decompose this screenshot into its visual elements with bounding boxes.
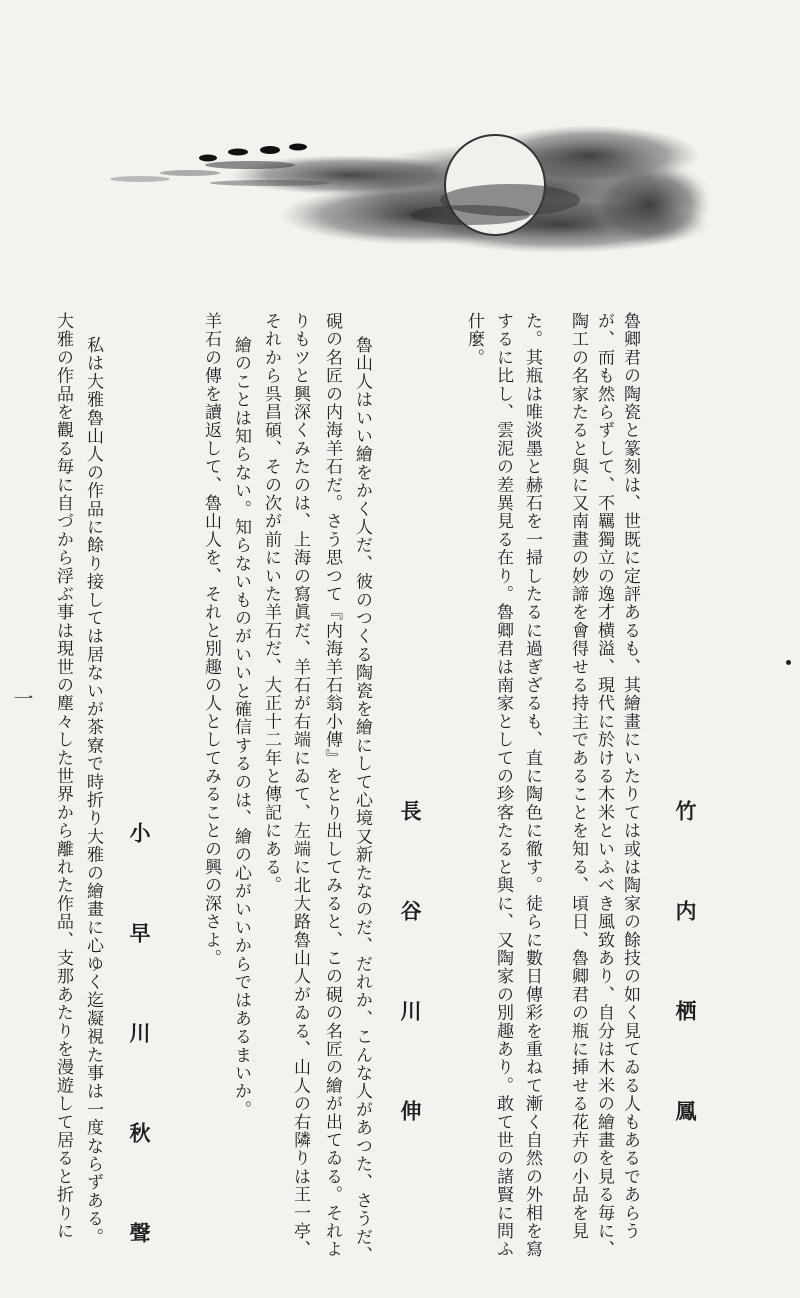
text-column: が、而も然らずして、不羈獨立の逸才横溢、現代に於ける木米といふべき風致あり、自分は木米の繪畫を見る毎に、 [594,312,614,1259]
text-column: 硯の名匠の内海羊石だ。さう思つて『内海羊石翁小傳』をとり出してみると、この硯の名匠の繪が出てゐる。それよ [322,312,342,1259]
text-column: 繪のことは知らない。知らないものがいいと確信するのは、繪の心がいいからではあるまいか。 [231,336,251,1119]
moon-clouds-ink-painting [90,95,710,265]
text-column: 羊石の傳を讀返して、魯山人を、それと別趣の人としてみることの興の深さよ。 [201,312,221,968]
ink-speck [786,660,791,665]
text-column: 什麼。 [464,312,484,367]
text-column: 大雅の作品を觀る毎に自づから浮ぶ事は現世の塵々した世界から離れた作品、支那あたりを漫遊して居ると折りに [53,312,73,1241]
author-name: 竹 内 栖 鳳 [673,800,698,1148]
text-column: それから呉昌碩、その次が前にいた羊石だ、大正十二年と傳記にある。 [261,312,281,895]
text-column: 魯山人はいい繪をかく人だ、彼のつくる陶瓷を繪にして心境又新たなのだ、だれか、こんな人があつた、さうだ、 [352,336,372,1265]
author-name: 小 早 川 秋 聲 [127,822,152,1270]
text-column: 魯卿君の陶瓷と篆刻は、世既に定評あるも、其繪畫にいたりては或は陶家の餘技の如く見てゐる人もあるであらう [620,312,640,1241]
text-column: た。其瓶は唯淡墨と赫石を一掃したるに過ぎざるも、直に陶色に徹す。徒らに數日傳彩を重ねて漸く自然の外相を寫 [522,312,542,1259]
text-column: 陶工の名家たると與に又南畫の妙諦を會得せる持主であることを知る、頃日、魯卿君の瓶に挿せる花卉の小品を見 [568,312,588,1241]
author-name: 長 谷 川 伸 [398,800,423,1148]
text-column: りもツと興深くみたのは、上海の寫眞だ、羊石が右端にゐて、左端に北大路魯山人がゐる、山人の右隣りは王一亭、 [290,312,310,1259]
page-number: 一 [10,688,34,708]
text-column: 私は大雅魯山人の作品に餘り接しては居ないが茶寮で時折り大雅の繪畫に心ゆく迄凝視た事は一度ならずある。 [83,336,103,1246]
text-column: するに比し、雲泥の差異見る在り。魯卿君は南家としての珍客たると與に、又陶家の別趣あり。敢て世の諸賢に問ふ [493,312,513,1259]
